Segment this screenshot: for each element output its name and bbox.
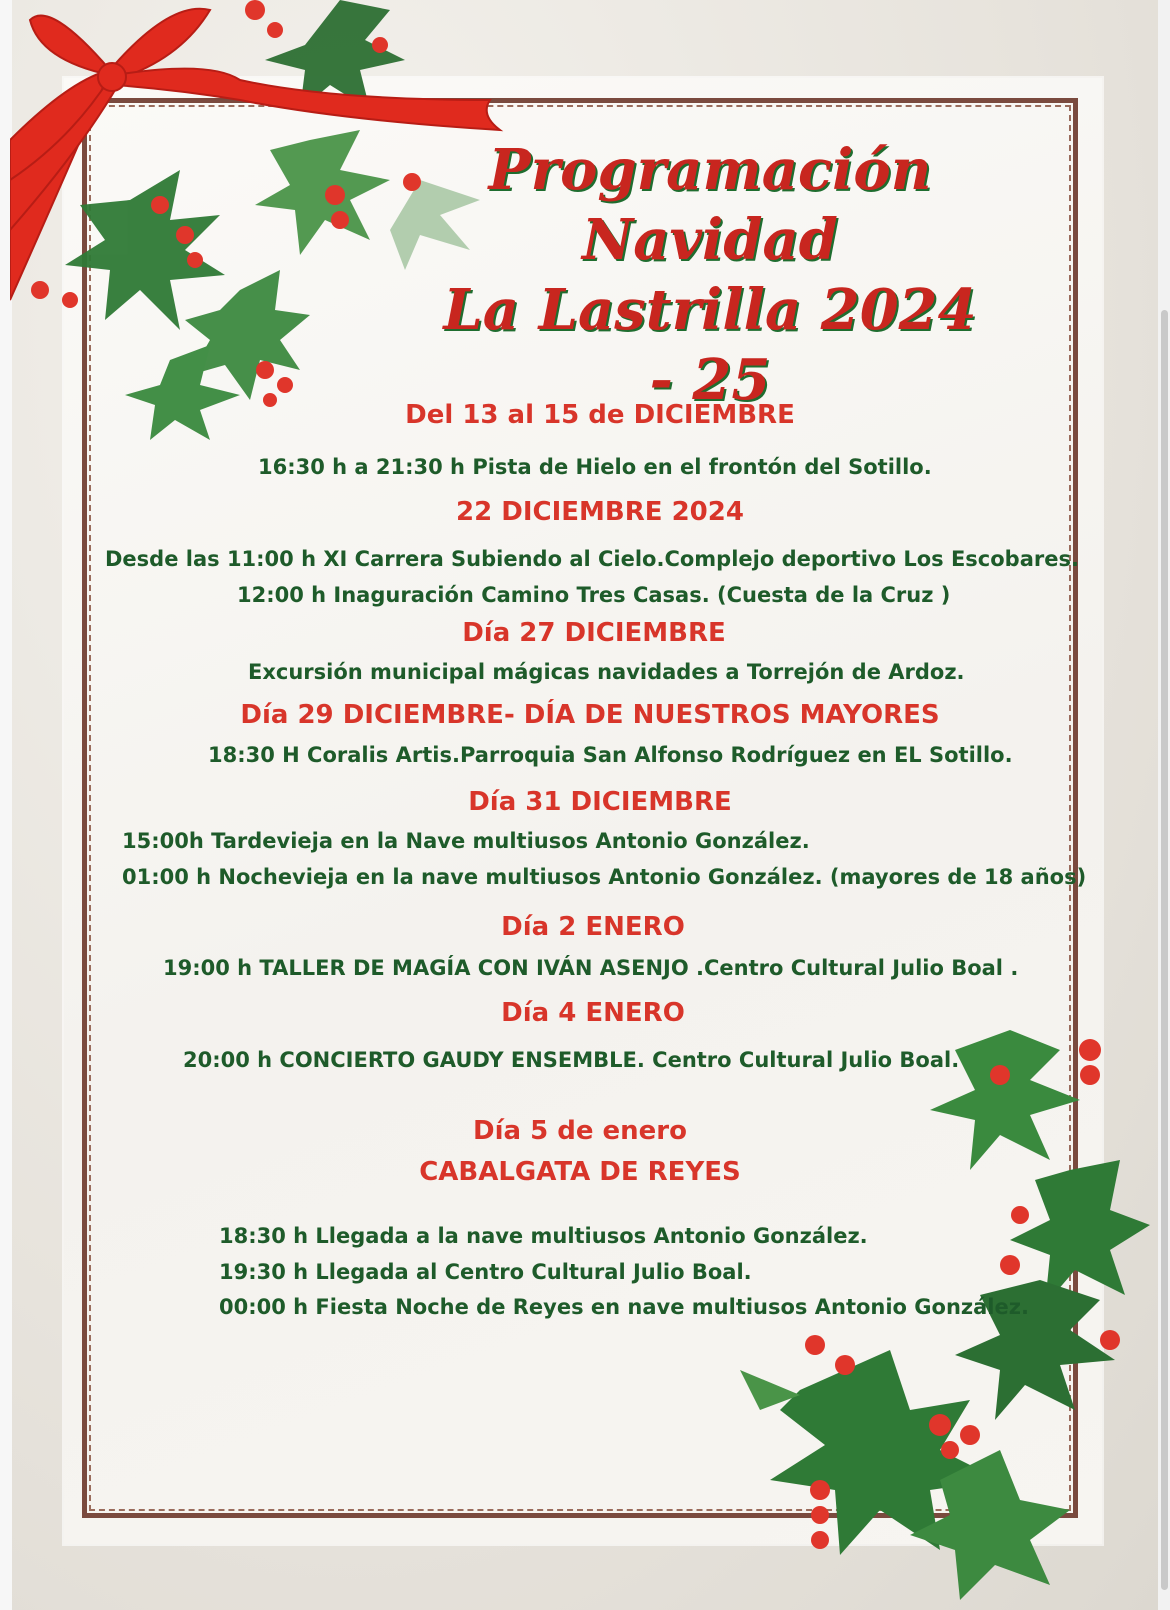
event-heading: Día 31 DICIEMBRE — [468, 787, 732, 817]
event-line: 20:00 h CONCIERTO GAUDY ENSEMBLE. Centro Cultural Julio Boal. — [183, 1048, 960, 1072]
event-heading: Día 4 ENERO — [501, 998, 685, 1028]
event-heading: 22 DICIEMBRE 2024 — [456, 497, 744, 527]
event-line: 00:00 h Fiesta Noche de Reyes en nave multiusos Antonio González. — [219, 1295, 1029, 1319]
title-line-2: Navidad — [582, 207, 838, 273]
event-line: 12:00 h Inaguración Camino Tres Casas. (Cuesta de la Cruz ) — [237, 583, 951, 607]
event-line: 19:00 h TALLER DE MAGÍA CON IVÁN ASENJO .Centro Cultural Julio Boal . — [163, 956, 1019, 980]
event-heading: Día 27 DICIEMBRE — [462, 618, 726, 648]
scrollbar-thumb[interactable] — [1161, 310, 1168, 1590]
title-line-3: La Lastrilla 2024 - 25 — [443, 277, 977, 413]
event-line: 01:00 h Nochevieja en la nave multiusos Antonio González. (mayores de 18 años) — [122, 865, 1087, 889]
event-subheading: CABALGATA DE REYES — [419, 1157, 741, 1187]
event-line: 18:30 h Llegada a la nave multiusos Antonio González. — [219, 1224, 868, 1248]
event-line: Desde las 11:00 h XI Carrera Subiendo al Cielo.Complejo deportivo Los Escobares. — [105, 547, 1079, 571]
event-heading: Día 29 DICIEMBRE- DÍA DE NUESTROS MAYORES — [240, 700, 940, 730]
event-heading: Del 13 al 15 de DICIEMBRE — [405, 400, 795, 430]
event-heading: Día 5 de enero — [473, 1116, 687, 1146]
event-line: 16:30 h a 21:30 h Pista de Hielo en el frontón del Sotillo. — [258, 455, 932, 479]
event-heading: Día 2 ENERO — [501, 912, 685, 942]
event-line: 19:30 h Llegada al Centro Cultural Julio Boal. — [219, 1260, 752, 1284]
title-line-1: Programación — [488, 137, 932, 203]
event-line: 15:00h Tardevieja en la Nave multiusos Antonio González. — [122, 829, 810, 853]
event-line: 18:30 H Coralis Artis.Parroquia San Alfonso Rodríguez en EL Sotillo. — [208, 743, 1013, 767]
event-line: Excursión municipal mágicas navidades a Torrejón de Ardoz. — [248, 660, 965, 684]
poster-title — [430, 135, 990, 415]
